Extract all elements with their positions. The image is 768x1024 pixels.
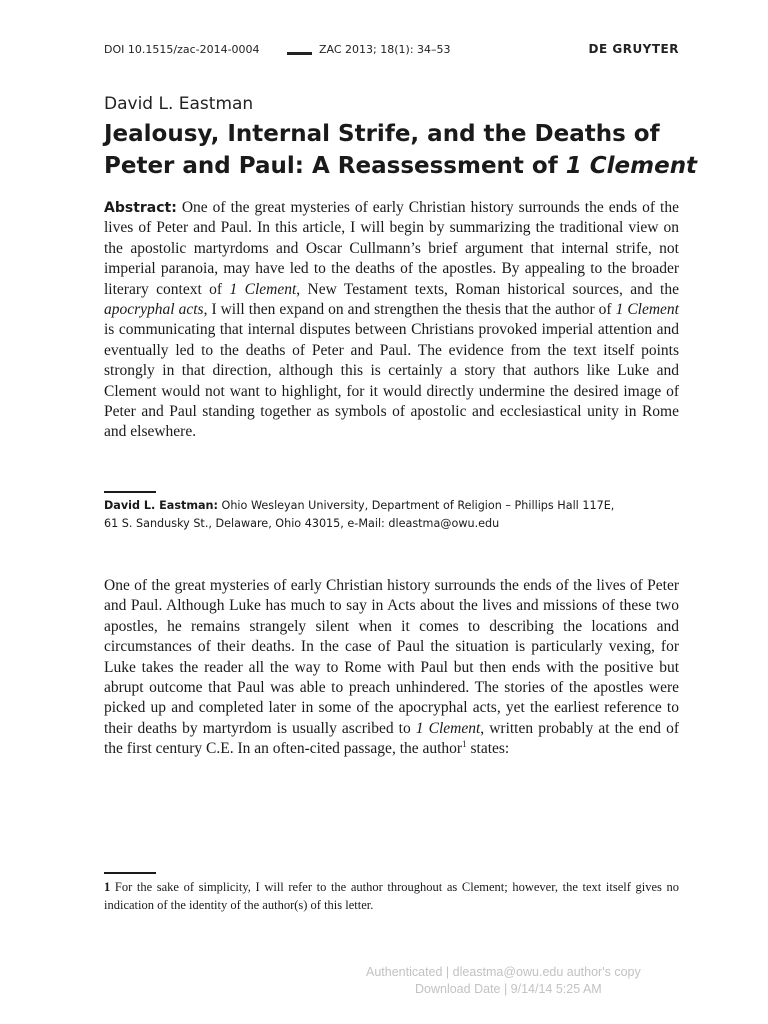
abstract-label: Abstract: xyxy=(104,200,177,216)
footnote-number: 1 xyxy=(104,880,111,894)
footnote-reference[interactable]: 1 xyxy=(462,739,467,750)
body-text: states: xyxy=(466,740,510,758)
abstract-italic: apocryphal acts xyxy=(104,301,204,319)
abstract-text: , New Testament texts, Roman historical sources, and the xyxy=(296,280,679,298)
author-affiliation xyxy=(104,497,679,533)
publisher-logo: DE GRUYTER xyxy=(588,42,679,56)
watermark-line: Authenticated | dleastma@owu.edu author's copy xyxy=(366,965,641,979)
abstract-text: , I will then expand on and strengthen the thesis that the author of xyxy=(203,301,616,319)
affiliation-name: David L. Eastman: xyxy=(104,499,218,512)
affiliation-address: 61 S. Sandusky St., Delaware, Ohio 43015, e-Mail: dleastma@owu.edu xyxy=(104,517,500,530)
title-text: Jealousy, Internal Strife, and the Deaths of Peter and Paul: A Reassessment of xyxy=(104,121,660,179)
body-italic: 1 Clement xyxy=(415,719,481,737)
body-text: , written probably at the end of the first century C.E. In an often-cited passage, the author xyxy=(104,719,679,758)
title-italic: 1 Clement xyxy=(565,153,698,179)
journal-citation: ZAC 2013; 18(1): 34–53 xyxy=(319,43,451,56)
author-name: David L. Eastman xyxy=(104,94,254,114)
abstract-italic: 1 Clement xyxy=(615,301,679,319)
footnote-text: For the sake of simplicity, I will refer to the author throughout as Clement; however, the text itself gives no indication of the identity of the author(s) of this letter. xyxy=(104,880,679,912)
abstract-text: One of the great mysteries of early Christian history surrounds the ends of the lives of Peter and Paul. In this article, I will begin by summarizing the traditional view on the apostolic martyrdoms and Oscar Cullmann’s brief argument that internal strife, not imperial paranoia, may have led to the deaths of the apostles. By appealing to the broader literary context of xyxy=(104,199,679,298)
abstract-text: is communicating that internal disputes between Christians provoked imperial attention and eventually led to the deaths of Peter and Paul. The evidence from the text itself points strongly in that direction, although this is certainly a story that authors like Luke and Clement would not want to highlight, for it would directly undermine the desired image of Peter and Paul standing together as symbols of apostolic and ecclesiastical unity in Rome and elsewhere. xyxy=(104,321,679,441)
running-header xyxy=(104,41,679,59)
abstract-italic: 1 Clement xyxy=(229,280,297,298)
header-rule xyxy=(287,52,312,55)
article-title xyxy=(104,118,704,182)
footnote xyxy=(104,878,679,914)
body-text: One of the great mysteries of early Christian history surrounds the ends of the lives of Peter and Paul. Although Luke has much to say in Acts about the lives and missions of these two apostles, he remains strangely silent when it comes to describing the locations and circumstances of their deaths. In the case of Paul the situation is particularly vexing, for Luke takes the reader all the way to Rome with Paul but then ends with the positive but abrupt outcome that Paul was able to preach unhindered. The stories of the apostles were picked up and completed later in some of the apocryphal acts, yet the earliest reference to their deaths by martyrdom is usually ascribed to xyxy=(104,577,679,737)
doi-label: DOI 10.1515/zac-2014-0004 xyxy=(104,43,260,56)
affiliation-line: Ohio Wesleyan University, Department of Religion – Phillips Hall 117E, xyxy=(217,499,615,512)
abstract xyxy=(104,198,679,443)
body-paragraph xyxy=(104,576,679,760)
watermark-line: Download Date | 9/14/14 5:25 AM xyxy=(415,982,602,996)
footnote-rule xyxy=(104,872,156,874)
affiliation-rule xyxy=(104,491,156,493)
